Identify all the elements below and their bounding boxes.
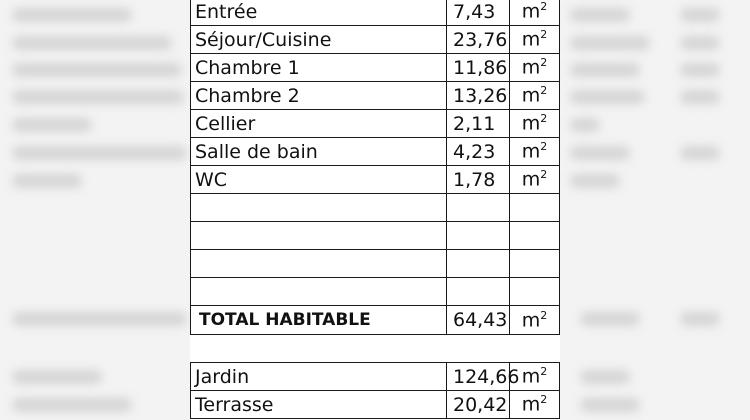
area-unit: $m^2$	[510, 54, 560, 82]
area-unit: $m^2$	[510, 0, 560, 26]
blurred-background-right	[560, 0, 750, 420]
outdoor-area: 20,42	[447, 391, 510, 419]
outdoor-name: Jardin	[191, 363, 447, 391]
room-area: 4,23	[447, 138, 510, 166]
table-row	[191, 110, 560, 138]
area-unit: $m^2$	[510, 138, 560, 166]
table-row	[191, 166, 560, 194]
table-row	[191, 363, 560, 391]
room-area: 11,86	[447, 54, 510, 82]
area-unit: $m^2$	[510, 306, 560, 335]
area-unit: $m^2$	[510, 363, 560, 391]
table-row	[191, 82, 560, 110]
total-label: TOTAL HABITABLE	[191, 306, 447, 335]
room-area: 1,78	[447, 166, 510, 194]
room-name: Séjour/Cuisine	[191, 26, 447, 54]
room-name: Entrée	[191, 0, 447, 26]
room-area: 23,76	[447, 26, 510, 54]
total-row	[191, 306, 560, 335]
room-name: Salle de bain	[191, 138, 447, 166]
room-name: Chambre 2	[191, 82, 447, 110]
room-area: 2,11	[447, 110, 510, 138]
outdoor-table	[190, 362, 560, 419]
room-name: WC	[191, 166, 447, 194]
surface-table	[190, 0, 560, 335]
area-unit: $m^2$	[510, 82, 560, 110]
area-unit: $m^2$	[510, 391, 560, 419]
outdoor-area: 124,66	[447, 363, 510, 391]
room-name: Chambre 1	[191, 54, 447, 82]
empty-row	[191, 278, 560, 306]
room-area: 13,26	[447, 82, 510, 110]
room-area: 7,43	[447, 0, 510, 26]
table-row	[191, 26, 560, 54]
area-unit: $m^2$	[510, 110, 560, 138]
blurred-background-left	[0, 0, 190, 420]
outdoor-name: Terrasse	[191, 391, 447, 419]
empty-row	[191, 250, 560, 278]
room-name: Cellier	[191, 110, 447, 138]
area-unit: $m^2$	[510, 26, 560, 54]
area-unit: $m^2$	[510, 166, 560, 194]
table-row	[191, 54, 560, 82]
empty-row	[191, 194, 560, 222]
total-area: 64,43	[447, 306, 510, 335]
table-row	[191, 138, 560, 166]
table-row	[191, 0, 560, 26]
empty-row	[191, 222, 560, 250]
table-row	[191, 391, 560, 419]
